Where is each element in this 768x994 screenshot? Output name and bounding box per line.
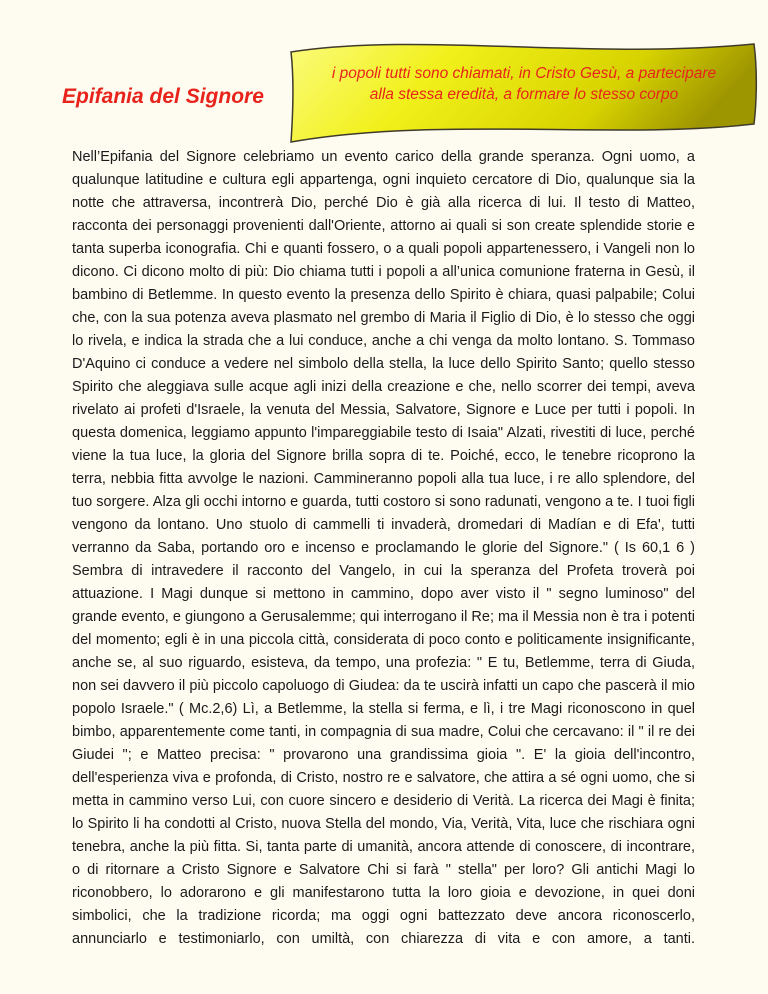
page-title: Epifania del Signore [62,85,264,108]
quote-banner [288,38,760,144]
banner-quote [302,63,746,105]
banner-quote-line-1: i popoli tutti sono chiamati, in Cristo Gesù, a partecipare [331,65,717,82]
banner-quote-line-2: alla stessa eredità, a formare lo stesso corpo [369,86,679,103]
article-body: Nell’Epifania del Signore celebriamo un evento carico della grande speranza. Ogni uomo, a qualunque latitudine e cultura egli appartenga, ogni inquieto cercatore di Dio, qualunque sia la notte che attraversa, incontrerà Dio, perché Dio è già alla ricerca di lui. Il testo di Matteo, racconta dei personaggi provenienti dall'Oriente, attorno ai quali si son create splendide storie e tanta superba iconografia. Chi e quanti fossero, o a quali popoli appartenessero, i Vangeli non lo dicono. Ci dicono molto di più: Dio chiama tutti i popoli a all’unica comunione fraterna in Gesù, il bambino di Betlemme. In questo evento la presenza dello Spirito è chiara, quasi palpabile; Colui che, con la sua potenza aveva plasmato nel grembo di Maria il Figlio di Dio, è lo stesso che oggi lo rivela, e indica la strada che a lui conduce, anche a chi venga da molto lontano. S. Tommaso D'Aquino ci conduce a vedere nel simbolo della stella, la luce dello Spirito Santo; quello stesso Spirito che aleggiava sulle acque agli inizi della creazione e che, nello scorrer dei tempi, aveva rivelato ai profeti d'Israele, la venuta del Messia, Salvatore, Signore e Luce per tutti i popoli. In questa domenica, leggiamo appunto l'impareggiabile testo di Isaia" Alzati, rivestiti di luce, perché viene la tua luce, la gloria del Signore brilla sopra di te. Poiché, ecco, le tenebre ricoprono la terra, nebbia fitta avvolge le nazioni. Cammineranno popoli alla tua luce, i re allo splendore, del tuo sorgere. Alza gli occhi intorno e guarda, tutti costoro si sono radunati, vengono a te. I tuoi figli vengono da lontano. Uno stuolo di cammelli ti invaderà, dromedari di Madían e di Efa', tutti verranno da Saba, portando oro e incenso e proclamando le glorie del Signore." ( Is 60,1 6 ) Sembra di intravedere il racconto del Vangelo, in cui la speranza del Profeta troverà poi attuazione. I Magi dunque si mettono in cammino, dopo aver visto il " segno luminoso" del grande evento, e giungono a Gerusalemme; qui interrogano il Re; ma il Messia non è tra i potenti del momento; egli è in una piccola città, considerata di poco conto e politicamente insignificante, anche se, al suo riguardo, esisteva, da tempo, una profezia: " E tu, Betlemme, terra di Giuda, non sei davvero il più piccolo capoluogo di Giudea: da te uscirà infatti un capo che pascerà il mio popolo Israele." ( Mc.2,6) Lì, a Betlemme, la stella si ferma, e lì, i tre Magi riconoscono in quel bimbo, apparentemente come tanti, in compagnia di sua madre, Colui che cercavano: il " il re dei Giudei "; e Matteo precisa: " provarono una grandissima gioia ". E' la gioia dell'incontro, dell'esperienza viva e profonda, di Cristo, nostro re e salvatore, che attira a sé ogni uomo, che si metta in cammino verso Lui, con cuore sincero e desiderio di Verità. La ricerca dei Magi è finita; lo Spirito li ha condotti al Cristo, nuova Stella del mondo, Via, Verità, Vita, luce che rischiara ogni tenebra, anche la più fitta. Si, tanta parte di umanità, ancora attende di conoscere, di incontrare, o di ritornare a Cristo Signore e Salvatore Chi si farà " stella" per loro? Gli antichi Magi lo riconobbero, lo adorarono e gli manifestarono tutta la loro gioia e devozione, in quei doni simbolici, che la tradizione ricorda; ma oggi ogni battezzato deve ancora riconoscerlo, annunciarlo e testimoniarlo, con umiltà, con chiarezza di vita e con amore, a tanti. [72,149,695,947]
